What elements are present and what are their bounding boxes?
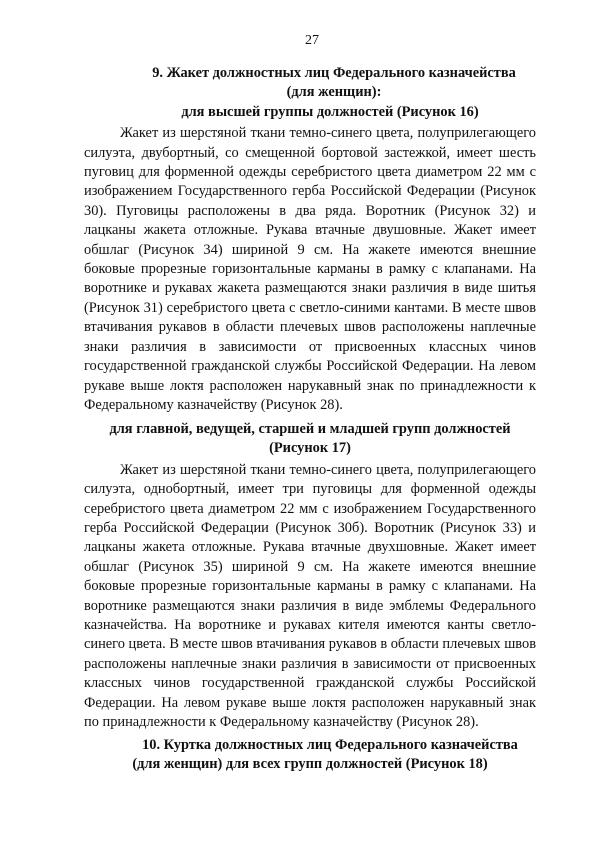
section-title-line: 10. Куртка должностных лиц Федерального казначейства <box>142 737 518 753</box>
section-subtitle: для главной, ведущей, старшей и младшей групп должностей <box>109 421 511 437</box>
section-title-line: 9. Жакет должностных лиц Федерального казначейства <box>152 65 516 81</box>
section-title-line: (для женщин): <box>286 84 382 101</box>
section-subtitle: (Рисунок 17) <box>269 440 351 457</box>
page-number: 27 <box>305 33 319 48</box>
section-subtitle: для высшей группы должностей (Рисунок 16) <box>181 103 479 120</box>
section-heading <box>84 64 536 122</box>
body-paragraph: Жакет из шерстяной ткани темно-синего цвета, полуприлегающего силуэта, двубортный, со смещенной бортовой застежкой, имеет шесть пуговиц для форменной одежды серебристого цвета диаметром 22 мм с изображением Государственного герба Российской Федерации (Рисунок 30). Пуговицы расположены в два ряда. Воротник (Рисунок 32) и лацканы жакета отложные. Рукава втачные двушовные. Жакет имеет обшлаг (Рисунок 34) шириной 9 см. На жакете имеются внешние боковые прорезные горизонтальные карманы в рамку с клапанами. На воротнике и рукавах жакета размещаются знаки различия в виде шитья (Рисунок 31) серебристого цвета с светло-синими кантами. В месте швов втачивания рукавов в области плечевых швов расположены наплечные знаки различия в зависимости от присвоенных классных чинов государственной гражданской службы Российской Федерации. На левом рукаве выше локтя расположен нарукавный знак по принадлежности к Федеральному казначейству (Рисунок 28). <box>84 125 536 413</box>
section-jacket-higher-group <box>84 64 536 415</box>
section-heading <box>84 736 536 775</box>
section-heading <box>84 420 536 459</box>
section-title-line: (для женщин) для всех групп должностей (Рисунок 18) <box>132 756 488 773</box>
body-paragraph: Жакет из шерстяной ткани темно-синего цвета, полуприлегающего силуэта, однобортный, имеет три пуговицы для форменной одежды серебристого цвета диаметром 22 мм с изображением Государственного герба Российской Федерации (Рисунок 30б). Воротник (Рисунок 33) и лацканы жакета отложные. Рукава втачные двухшовные. Жакет имеет обшлаг (Рисунок 35) шириной 9 см. На жакете имеются внешние боковые прорезные горизонтальные карманы в рамку с клапанами. На воротнике размещаются знаки различия в виде эмблемы Федерального казначейства. На воротнике и рукавах кителя имеются канты светло-синего цвета. В месте швов втачивания рукавов в области плечевых швов расположены наплечные знаки различия в зависимости от присвоенных классных чинов государственной гражданской службы Российской Федерации. На левом рукаве выше локтя расположен нарукавный знак по принадлежности к Федеральному казначейству (Рисунок 28). <box>84 461 536 731</box>
section-jacket-other-groups <box>84 420 536 733</box>
section-jacket-all-groups <box>84 736 536 775</box>
